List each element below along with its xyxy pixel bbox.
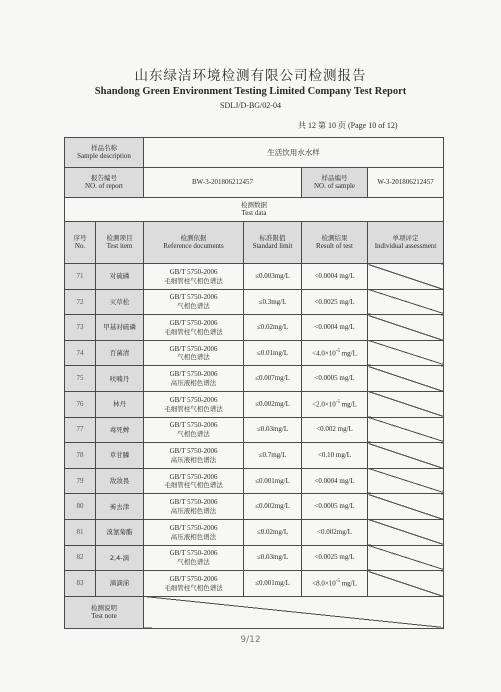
row-reference-standard: GB/T 5750-2006 xyxy=(169,523,218,532)
row-result xyxy=(302,264,368,290)
row-reference-method: 气相色谱法 xyxy=(177,558,210,567)
row-reference-method: 毛细管柱气相色谱法 xyxy=(164,276,223,285)
page-count: 共 12 第 10 页 (Page 10 of 12) xyxy=(298,121,398,130)
row-assessment xyxy=(368,468,444,494)
row-assessment xyxy=(368,545,444,571)
sample-number-label: 样品编号 NO. of sample xyxy=(302,168,368,198)
row-result-value: <0.002mg/L xyxy=(317,527,352,536)
row-reference-method: 高压液相色谱法 xyxy=(170,506,217,515)
row-standard-limit: ≤0.03mg/L xyxy=(244,545,302,571)
row-result-exponent: -5 xyxy=(335,399,340,405)
row-result xyxy=(302,545,368,571)
row-test-item: 滴滴涕 xyxy=(96,571,144,597)
table-row xyxy=(65,443,444,469)
row-number: 77 xyxy=(65,417,96,443)
row-reference xyxy=(144,417,244,443)
row-reference-method: 毛细管柱气相色谱法 xyxy=(164,583,223,592)
table-row xyxy=(65,545,444,571)
report-number-label: 报告编号 NO. of report xyxy=(65,168,144,198)
row-reference xyxy=(144,315,244,341)
row-reference-standard: GB/T 5750-2006 xyxy=(169,344,218,353)
table-row xyxy=(65,315,444,341)
row-reference-standard: GB/T 5750-2006 xyxy=(169,293,218,302)
page-number-footer: 9/12 xyxy=(240,635,261,645)
row-test-item: 溴氰菊酯 xyxy=(96,519,144,545)
row-result-value: <0.002 mg/L xyxy=(316,425,353,434)
column-header-no: 序号 No. xyxy=(65,222,96,264)
report-title-cn: 山东绿洁环境检测有限公司检测报告 xyxy=(134,68,367,84)
row-result-value: <0.0005 mg/L xyxy=(314,502,355,511)
row-assessment xyxy=(368,289,444,315)
row-assessment xyxy=(368,417,444,443)
row-reference-method: 气相色谱法 xyxy=(177,302,210,311)
row-test-item: 百菌清 xyxy=(96,340,144,366)
row-reference-method: 毛细管柱气相色谱法 xyxy=(164,481,223,490)
row-reference-method: 高压液相色谱法 xyxy=(170,532,217,541)
row-assessment xyxy=(368,315,444,341)
row-result xyxy=(302,340,368,366)
row-reference xyxy=(144,391,244,417)
row-number: 80 xyxy=(65,494,96,520)
row-assessment xyxy=(368,443,444,469)
row-result-value: <0.0025 mg/L xyxy=(314,297,355,306)
row-result-value: <0.0004 mg/L xyxy=(314,476,355,485)
row-assessment xyxy=(368,391,444,417)
sample-description-value: 生活饮用水水样 xyxy=(144,138,444,168)
row-test-item: 敌敌畏 xyxy=(96,468,144,494)
table-row xyxy=(65,366,444,392)
row-reference-standard: GB/T 5750-2006 xyxy=(169,447,218,456)
row-reference-method: 高压液相色谱法 xyxy=(170,455,217,464)
row-assessment xyxy=(368,340,444,366)
test-note-row xyxy=(65,596,444,628)
row-reference xyxy=(144,443,244,469)
row-number: 72 xyxy=(65,289,96,315)
row-result-value: <0.0004 mg/L xyxy=(314,271,355,280)
row-reference-standard: GB/T 5750-2006 xyxy=(169,319,218,328)
report-number-row xyxy=(65,168,444,198)
test-note-value xyxy=(144,596,444,628)
row-result-value: <4.0×10 xyxy=(312,348,336,357)
column-header-reference: 检测依据 Reference documents xyxy=(144,222,244,264)
row-assessment xyxy=(368,366,444,392)
row-reference xyxy=(144,468,244,494)
row-number: 74 xyxy=(65,340,96,366)
row-reference-standard: GB/T 5750-2006 xyxy=(169,395,218,404)
row-reference-standard: GB/T 5750-2006 xyxy=(169,421,218,430)
row-assessment xyxy=(368,264,444,290)
row-reference xyxy=(144,545,244,571)
table-row xyxy=(65,494,444,520)
row-result xyxy=(302,315,368,341)
row-result xyxy=(302,289,368,315)
row-result-exponent: -5 xyxy=(335,578,340,584)
row-reference-method: 高压液相色谱法 xyxy=(170,378,217,387)
row-test-item: 灭草松 xyxy=(96,289,144,315)
row-result xyxy=(302,366,368,392)
table-row xyxy=(65,571,444,597)
column-header-row xyxy=(65,222,444,264)
column-header-item: 检测项目 Test item xyxy=(96,222,144,264)
row-reference xyxy=(144,264,244,290)
row-reference-method: 毛细管柱气相色谱法 xyxy=(164,404,223,413)
row-assessment xyxy=(368,519,444,545)
document-code: SDLJ/D-BG/02-04 xyxy=(220,101,281,110)
sample-description-label: 样品名称 Sample description xyxy=(65,138,144,168)
table-row xyxy=(65,340,444,366)
row-number: 82 xyxy=(65,545,96,571)
row-assessment xyxy=(368,571,444,597)
row-standard-limit: ≤0.007mg/L xyxy=(244,366,302,392)
row-reference-standard: GB/T 5750-2006 xyxy=(169,267,218,276)
row-number: 79 xyxy=(65,468,96,494)
row-result xyxy=(302,417,368,443)
row-number: 78 xyxy=(65,443,96,469)
row-reference-standard: GB/T 5750-2006 xyxy=(169,498,218,507)
row-standard-limit: ≤0.7mg/L xyxy=(244,443,302,469)
row-result-unit: mg/L xyxy=(339,579,357,588)
column-header-assessment: 单项评定 Individual assessment xyxy=(368,222,444,264)
row-reference-method: 气相色谱法 xyxy=(177,430,210,439)
row-standard-limit: ≤0.001mg/L xyxy=(244,571,302,597)
column-header-result: 检测结果 Result of test xyxy=(302,222,368,264)
row-result-value: <2.0×10 xyxy=(312,400,336,409)
row-result-value: <0.10 mg/L xyxy=(317,451,352,460)
row-test-item: 呋喃丹 xyxy=(96,366,144,392)
row-result-value: <0.0004 mg/L xyxy=(314,323,355,332)
sample-description-row xyxy=(65,138,444,168)
row-result xyxy=(302,494,368,520)
table-row xyxy=(65,468,444,494)
column-header-limit: 标准限值 Standard limit xyxy=(244,222,302,264)
row-test-item: 2,4-滴 xyxy=(96,545,144,571)
row-standard-limit: ≤0.02mg/L xyxy=(244,315,302,341)
test-report-table xyxy=(64,137,444,629)
test-note-label: 检测说明 Test note xyxy=(65,596,144,628)
row-number: 71 xyxy=(65,264,96,290)
table-row xyxy=(65,264,444,290)
row-result-value: <8.0×10 xyxy=(312,579,336,588)
row-result-unit: mg/L xyxy=(339,348,357,357)
row-result-exponent: -5 xyxy=(335,348,340,354)
row-standard-limit: ≤0.01mg/L xyxy=(244,340,302,366)
row-result xyxy=(302,443,368,469)
row-number: 76 xyxy=(65,391,96,417)
row-result xyxy=(302,391,368,417)
row-test-item: 毒死蜱 xyxy=(96,417,144,443)
row-assessment xyxy=(368,494,444,520)
row-test-item: 林丹 xyxy=(96,391,144,417)
row-result-unit: mg/L xyxy=(339,400,357,409)
row-standard-limit: ≤0.3mg/L xyxy=(244,289,302,315)
row-reference-standard: GB/T 5750-2006 xyxy=(169,472,218,481)
report-number-value: BW-3-201806212457 xyxy=(144,168,302,198)
row-result-value: <0.0005 mg/L xyxy=(314,374,355,383)
row-reference xyxy=(144,494,244,520)
row-reference-standard: GB/T 5750-2006 xyxy=(169,370,218,379)
test-data-heading: 检测数据 Test data xyxy=(65,198,444,222)
report-title-en: Shandong Green Environment Testing Limited Company Test Report xyxy=(94,86,407,97)
test-data-heading-row xyxy=(65,198,444,222)
row-number: 83 xyxy=(65,571,96,597)
row-standard-limit: ≤0.002mg/L xyxy=(244,494,302,520)
row-reference xyxy=(144,571,244,597)
row-result xyxy=(302,468,368,494)
row-standard-limit: ≤0.03mg/L xyxy=(244,417,302,443)
row-result-value: <0.0025 mg/L xyxy=(314,553,355,562)
row-reference xyxy=(144,519,244,545)
row-test-item: 草甘膦 xyxy=(96,443,144,469)
row-reference-method: 气相色谱法 xyxy=(177,353,210,362)
row-reference-method: 毛细管柱气相色谱法 xyxy=(164,327,223,336)
row-standard-limit: ≤0.001mg/L xyxy=(244,468,302,494)
row-result xyxy=(302,519,368,545)
row-reference xyxy=(144,366,244,392)
row-test-item: 甲基对硫磷 xyxy=(96,315,144,341)
row-test-item: 对硫磷 xyxy=(96,264,144,290)
table-row xyxy=(65,417,444,443)
table-row xyxy=(65,519,444,545)
row-standard-limit: ≤0.02mg/L xyxy=(244,519,302,545)
sample-number-value: W-3-201806212457 xyxy=(368,168,444,198)
table-row xyxy=(65,391,444,417)
row-result xyxy=(302,571,368,597)
row-reference-standard: GB/T 5750-2006 xyxy=(169,574,218,583)
row-number: 81 xyxy=(65,519,96,545)
row-standard-limit: ≤0.003mg/L xyxy=(244,264,302,290)
row-number: 73 xyxy=(65,315,96,341)
row-test-item: 莠去津 xyxy=(96,494,144,520)
row-standard-limit: ≤0.002mg/L xyxy=(244,391,302,417)
table-row xyxy=(65,289,444,315)
row-reference xyxy=(144,340,244,366)
row-reference xyxy=(144,289,244,315)
row-reference-standard: GB/T 5750-2006 xyxy=(169,549,218,558)
row-number: 75 xyxy=(65,366,96,392)
